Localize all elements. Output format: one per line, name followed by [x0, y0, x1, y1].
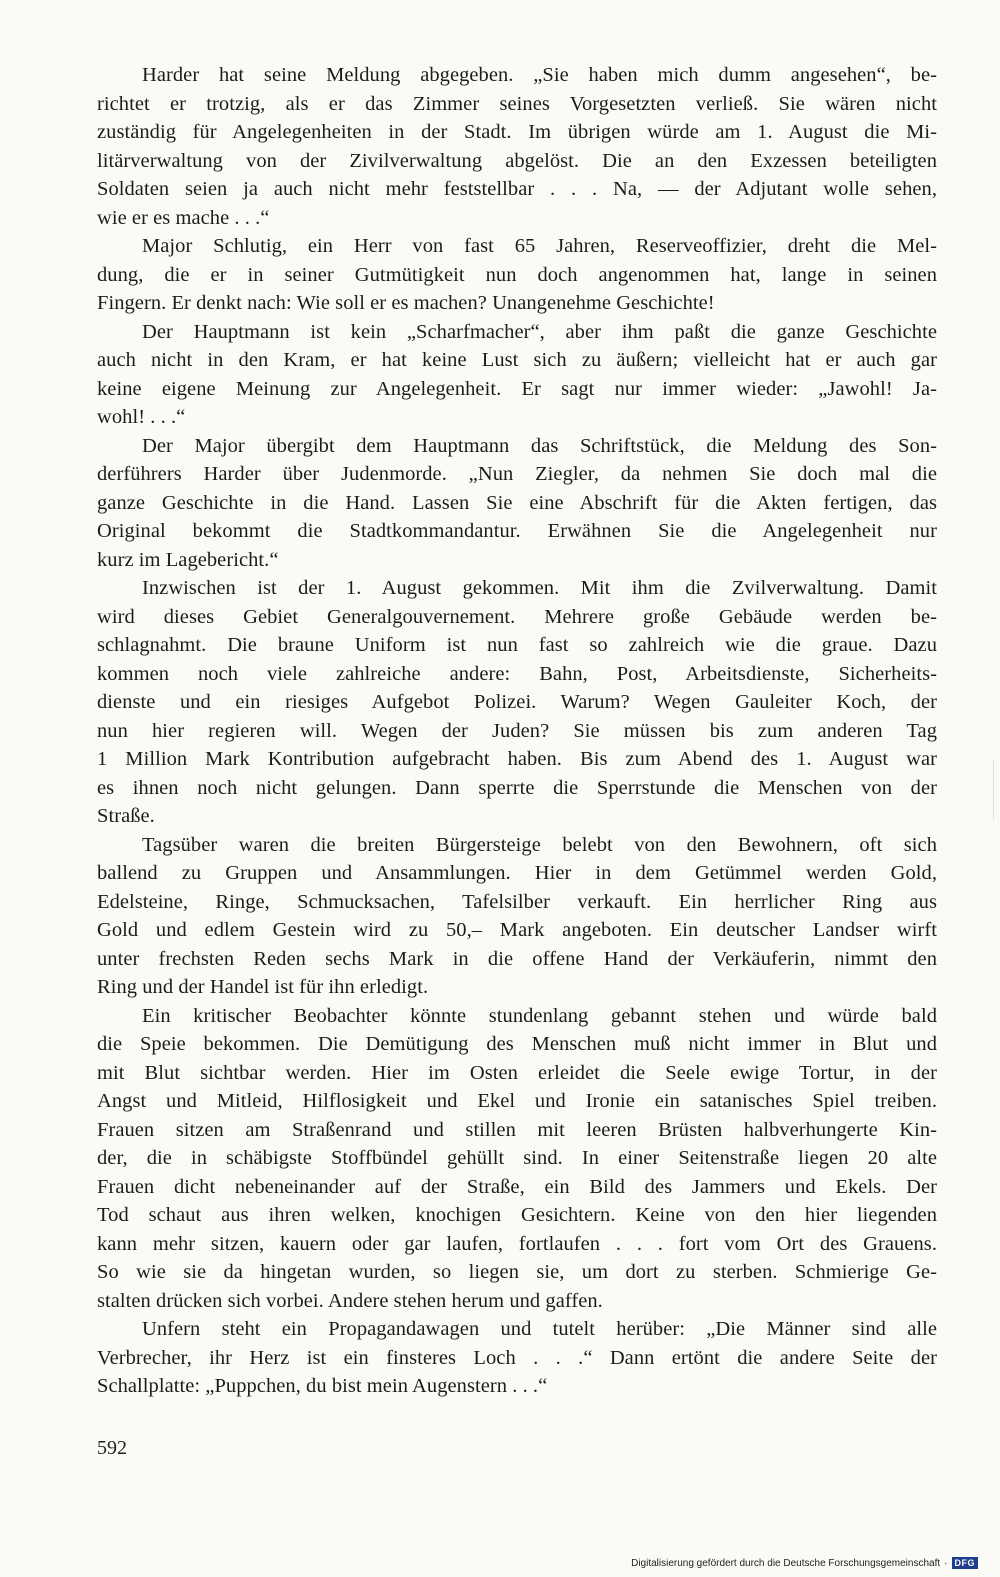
text-line: der, die in schäbigste Stoffbündel gehüllt sind. In einer Seitenstraße liegen 20 alte — [97, 1147, 937, 1169]
text-line: stalten drücken sich vorbei. Andere stehen herum und gaffen. — [97, 1289, 603, 1312]
text-line: Frauen sitzen am Straßenrand und stillen mit leeren Brüsten halbverhungerte Kin- — [97, 1118, 937, 1141]
scan-edge-mark — [993, 760, 994, 820]
text-line: kann mehr sitzen, kauern oder gar laufen, fortlaufen . . . fort vom Ort des Grauens. — [97, 1232, 937, 1255]
text-line: Der Hauptmann ist kein „Scharfmacher“, aber ihm paßt die ganze Geschichte — [142, 320, 937, 343]
text-line: wird dieses Gebiet Generalgouvernement. Mehrere große Gebäude werden be- — [97, 605, 937, 628]
text-line: nun hier regieren will. Wegen der Juden? Sie müssen bis zum anderen Tag — [97, 719, 937, 742]
text-line: keine eigene Meinung zur Angelegenheit. Er sagt nur immer wieder: „Jawohl! Ja- — [97, 377, 937, 400]
text-line: zuständig für Angelegenheiten in der Stadt. Im übrigen würde am 1. August die Mi- — [97, 121, 937, 143]
text-line: Original bekommt die Stadtkommandantur. Erwähnen Sie die Angelegenheit nur — [97, 520, 937, 542]
text-line: mit Blut sichtbar werden. Hier im Osten erleidet die Seele ewige Tortur, in der — [97, 1061, 937, 1084]
text-line: kommen noch viele zahlreiche andere: Bahn, Post, Arbeitsdienste, Sicherheits- — [97, 662, 937, 685]
text-line: die Speie bekommen. Die Demütigung des Menschen muß nicht immer in Blut und — [97, 1033, 937, 1055]
digitization-footer — [631, 1557, 978, 1569]
text-line: dienste und ein riesiges Aufgebot Polizei. Warum? Wegen Gauleiter Koch, der — [97, 691, 937, 713]
text-line: ballend zu Gruppen und Ansammlungen. Hier in dem Getümmel werden Gold, — [97, 862, 937, 884]
text-line: Tagsüber waren die breiten Bürgersteige belebt von den Bewohnern, oft sich — [142, 833, 937, 856]
page-number: 592 — [97, 1437, 127, 1459]
text-line: unter frechsten Reden sechs Mark in die offene Hand der Verkäuferin, nimmt den — [97, 947, 937, 970]
text-line: Gold und edlem Gestein wird zu 50,– Mark angeboten. Ein deutscher Landser wirft — [97, 919, 937, 941]
text-line: Ring und der Handel ist für ihn erledigt. — [97, 976, 429, 998]
text-line: derführers Harder über Judenmorde. „Nun Ziegler, da nehmen Sie doch mal die — [97, 463, 937, 485]
text-line: es ihnen noch nicht gelungen. Dann sperrte die Sperrstunde die Menschen von der — [97, 776, 937, 799]
text-line: Tod schaut aus ihren welken, knochigen Gesichtern. Keine von den hier liegenden — [97, 1204, 937, 1226]
text-line: Major Schlutig, ein Herr von fast 65 Jahren, Reserveoffizier, dreht die Mel- — [142, 235, 937, 257]
dfg-logo: DFG — [952, 1557, 979, 1569]
text-line: Schallplatte: „Puppchen, du bist mein Augenstern . . .“ — [97, 1375, 548, 1397]
text-line: Edelsteine, Ringe, Schmucksachen, Tafelsilber verkauft. Ein herrlicher Ring aus — [97, 890, 937, 913]
text-line: Inzwischen ist der 1. August gekommen. Mit ihm die Zvilverwaltung. Damit — [142, 577, 937, 599]
body-text — [97, 61, 937, 1401]
text-line: Ein kritischer Beobachter könnte stundenlang gebannt stehen und würde bald — [142, 1004, 937, 1027]
text-line: So wie sie da hingetan wurden, so liegen sie, um dort zu sterben. Schmierige Ge- — [97, 1261, 937, 1283]
text-line: dung, die er in seiner Gutmütigkeit nun doch angenommen hat, lange in seinen — [97, 263, 937, 286]
text-line: Verbrecher, ihr Herz ist ein finsteres Loch . . .“ Dann ertönt die andere Seite der — [97, 1346, 937, 1369]
footer-text: Digitalisierung gefördert durch die Deutsche Forschungsgemeinschaft — [631, 1557, 941, 1569]
text-line: Frauen dicht nebeneinander auf der Straße, ein Bild des Jammers und Ekels. Der — [97, 1175, 937, 1198]
text-line: 1 Million Mark Kontribution aufgebracht haben. Bis zum Abend des 1. August war — [97, 748, 937, 770]
text-line: Straße. — [97, 805, 155, 827]
text-line: Harder hat seine Meldung abgegeben. „Sie haben mich dumm angesehen“, be- — [142, 64, 937, 86]
text-line: Unfern steht ein Propagandawagen und tutelt herüber: „Die Männer sind alle — [142, 1318, 937, 1340]
text-line: wie er es mache . . .“ — [97, 206, 270, 229]
text-line: auch nicht in den Kram, er hat keine Lust sich zu äußern; vielleicht hat er auch gar — [97, 349, 937, 371]
text-line: ganze Geschichte in die Hand. Lassen Sie eine Abschrift für die Akten fertigen, das — [97, 491, 937, 514]
text-line: wohl! . . .“ — [97, 406, 186, 428]
text-line: Der Major übergibt dem Hauptmann das Schriftstück, die Meldung des Son- — [142, 434, 937, 457]
text-line: Angst und Mitleid, Hilflosigkeit und Ekel und Ironie ein satanisches Spiel treiben. — [97, 1090, 937, 1112]
text-line: schlagnahmt. Die braune Uniform ist nun fast so zahlreich wie die graue. Dazu — [97, 634, 937, 656]
footer-separator: · — [944, 1557, 948, 1569]
text-line: richtet er trotzig, als er das Zimmer seines Vorgesetzten verließ. Sie wären nicht — [97, 92, 937, 115]
text-line: litärverwaltung von der Zivilverwaltung abgelöst. Die an den Exzessen beteiligten — [97, 149, 937, 172]
text-line: Fingern. Er denkt nach: Wie soll er es machen? Unangenehme Geschichte! — [97, 292, 715, 314]
text-line: kurz im Lagebericht.“ — [97, 548, 279, 571]
text-line: Soldaten seien ja auch nicht mehr feststellbar . . . Na, — der Adjutant wolle sehen, — [97, 178, 937, 200]
